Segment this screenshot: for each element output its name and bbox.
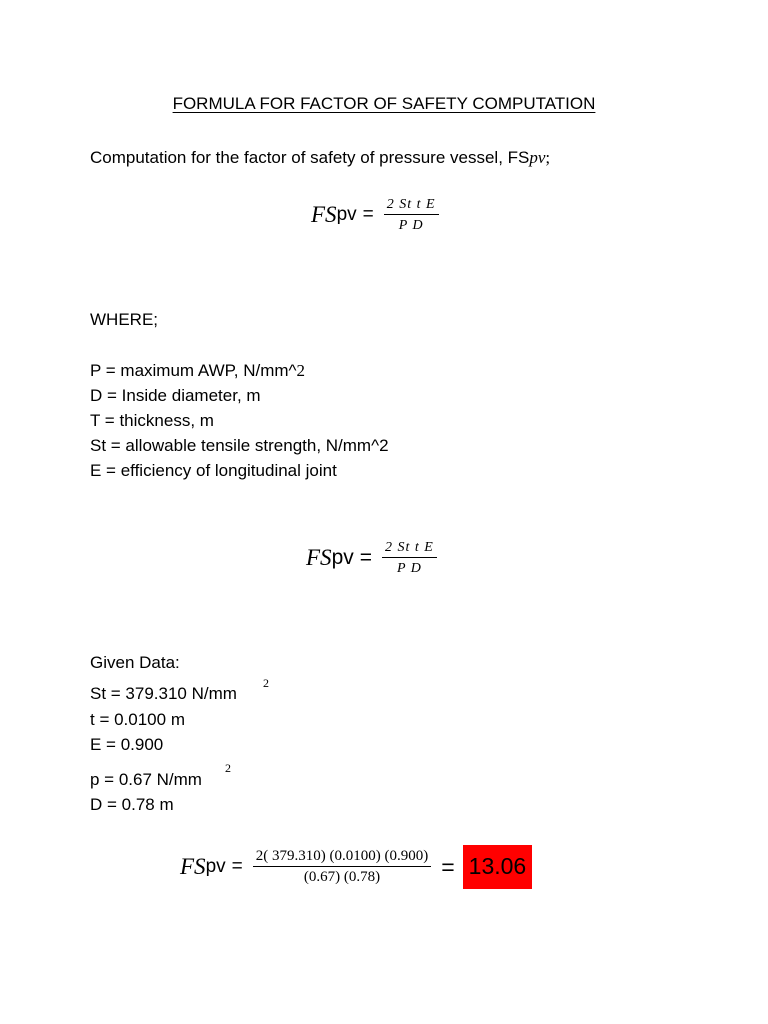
final-equals-2: = — [441, 853, 455, 880]
formula-2-fraction — [382, 539, 437, 577]
formula-2-equals: = — [359, 546, 373, 569]
given-d: D = 0.78 m — [90, 795, 174, 814]
final-lhs-sub: pv — [205, 856, 226, 877]
where-label: WHERE; — [90, 310, 158, 329]
given-st-exponent: 2 — [263, 676, 269, 690]
page-title: FORMULA FOR FACTOR OF SAFETY COMPUTATION — [172, 94, 596, 113]
intro-text: Computation for the factor of safety of pressure vessel, FS — [90, 148, 530, 167]
formula-1-denominator: P D — [398, 218, 424, 233]
definition-text: St = allowable tensile strength, N/mm^2 — [90, 436, 389, 455]
formula-1-equals: = — [362, 204, 374, 225]
formula-2-denominator: P D — [396, 561, 422, 576]
given-p-exponent: 2 — [225, 761, 231, 775]
definition-text: E = efficiency of longitudinal joint — [90, 461, 337, 480]
intro-suffix: ; — [545, 148, 551, 167]
definition-tail: 2 — [296, 361, 306, 380]
given-st: St = 379.310 N/mm — [90, 684, 237, 703]
final-equals: = — [231, 856, 243, 877]
given-label: Given Data: — [90, 653, 180, 672]
final-numerator: 2( 379.310) (0.0100) (0.900) — [255, 848, 429, 864]
final-computation — [180, 845, 532, 889]
definitions-list — [90, 361, 389, 486]
result-highlight: 13.06 — [463, 845, 533, 889]
fraction-bar — [384, 214, 439, 215]
formula-1-lhs-sub: pv — [336, 204, 357, 225]
formula-2 — [306, 539, 437, 577]
formula-1-lhs-var: FS — [311, 202, 337, 227]
given-t: t = 0.0100 m — [90, 710, 185, 729]
intro-symbol: pv — [529, 148, 546, 167]
final-lhs-var: FS — [180, 854, 206, 879]
definition-text: D = Inside diameter, m — [90, 386, 261, 405]
formula-1-numerator: 2 St t E — [386, 197, 436, 212]
definition-item — [90, 461, 389, 486]
fraction-bar — [253, 866, 431, 867]
final-fraction — [253, 848, 431, 886]
definition-text: P = maximum AWP, N/mm^ — [90, 361, 297, 380]
formula-2-numerator: 2 St t E — [385, 540, 434, 555]
formula-2-lhs-sub: pv — [331, 546, 354, 569]
formula-1-fraction — [384, 196, 439, 234]
fraction-bar — [382, 557, 437, 558]
given-e: E = 0.900 — [90, 735, 164, 754]
definition-text: T = thickness, m — [90, 411, 214, 430]
given-p: p = 0.67 N/mm — [90, 770, 202, 789]
definition-item — [90, 436, 389, 461]
intro-line — [90, 148, 550, 168]
formula-2-lhs-var: FS — [306, 545, 332, 570]
definition-item — [90, 411, 389, 436]
definition-item — [90, 386, 389, 411]
final-denominator: (0.67) (0.78) — [303, 869, 381, 885]
formula-1 — [311, 196, 439, 234]
definition-item — [90, 361, 389, 386]
